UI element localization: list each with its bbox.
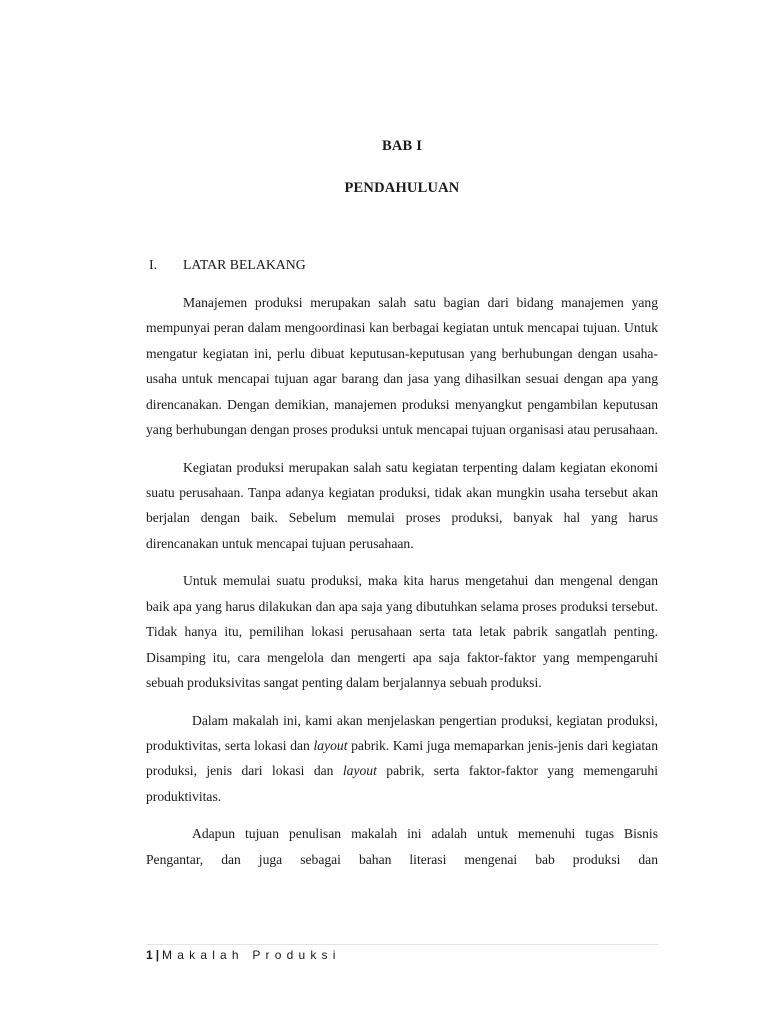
footer-title: Makalah Produksi [162,948,341,962]
page-number: 1 [146,948,153,962]
paragraph: Kegiatan produksi merupakan salah satu kegiatan terpenting dalam kegiatan ekonomi suatu perusahaan. Tanpa adanya kegiatan produksi, tidak akan mungkin usaha tersebut akan berjalan dengan baik. Sebelum memulai proses produksi, banyak hal yang harus direncanakan untuk mencapai tujuan perusahaan. [146,459,658,551]
paragraph-text: Dalam makalah ini, kami akan menjelaskan pengertian produksi, kegiatan produksi, produktivitas, serta lokasi dan [146,712,658,754]
section-title: LATAR BELAKANG [183,257,306,272]
paragraph-text: pabrik, serta faktor-faktor yang memengaruhi produktivitas. [146,763,658,804]
footer-divider [146,944,658,945]
paragraph: Manajemen produksi merupakan salah satu bagian dari bidang manajemen yang mempunyai peran dalam mengoordinasi kan berbagai kegiatan untuk mencapai tujuan. Untuk mengatur kegiatan ini, perlu dibuat keputusan-keputusan yang berhubungan dengan usaha-usaha untuk mencapai tujuan agar barang dan jasa yang dihasilkan sesuai dengan apa yang direncanakan. Dengan demikian, manajemen produksi menyangkut pengambilan keputusan yang berhubungan dengan proses produksi untuk mencapai tujuan organisasi atau perusahaan. [146,295,659,438]
section-number: I. [149,257,158,272]
italic-term: layout [313,738,348,754]
chapter-number: BAB I [381,138,423,154]
body-text [146,290,658,872]
chapter-title: PENDAHULUAN [344,180,460,196]
paragraph: Untuk memulai suatu produksi, maka kita harus mengetahui dan mengenal dengan baik apa yang harus dilakukan dan apa saja yang dibutuhkan selama proses produksi tersebut. Tidak hanya itu, pemilihan lokasi perusahaan serta tata letak pabrik sangatlah penting. Disamping itu, cara mengelola dan mengerti apa saja faktor-faktor yang mempengaruhi sebuah produksivitas sangat penting dalam berjalannya sebuah produksi. [146,573,658,691]
paragraph [146,708,658,810]
italic-term: layout [342,763,377,779]
paragraph-text: pabrik. Kami juga memaparkan jenis-jenis dari kegiatan produksi, jenis dari lokasi dan [146,738,658,779]
footer-separator: | [155,948,160,962]
paragraph: Adapun tujuan penulisan makalah ini adalah untuk memenuhi tugas Bisnis Pengantar, dan juga sebagai bahan literasi mengenai bab produksi dan [146,826,658,867]
page-footer [146,948,341,962]
